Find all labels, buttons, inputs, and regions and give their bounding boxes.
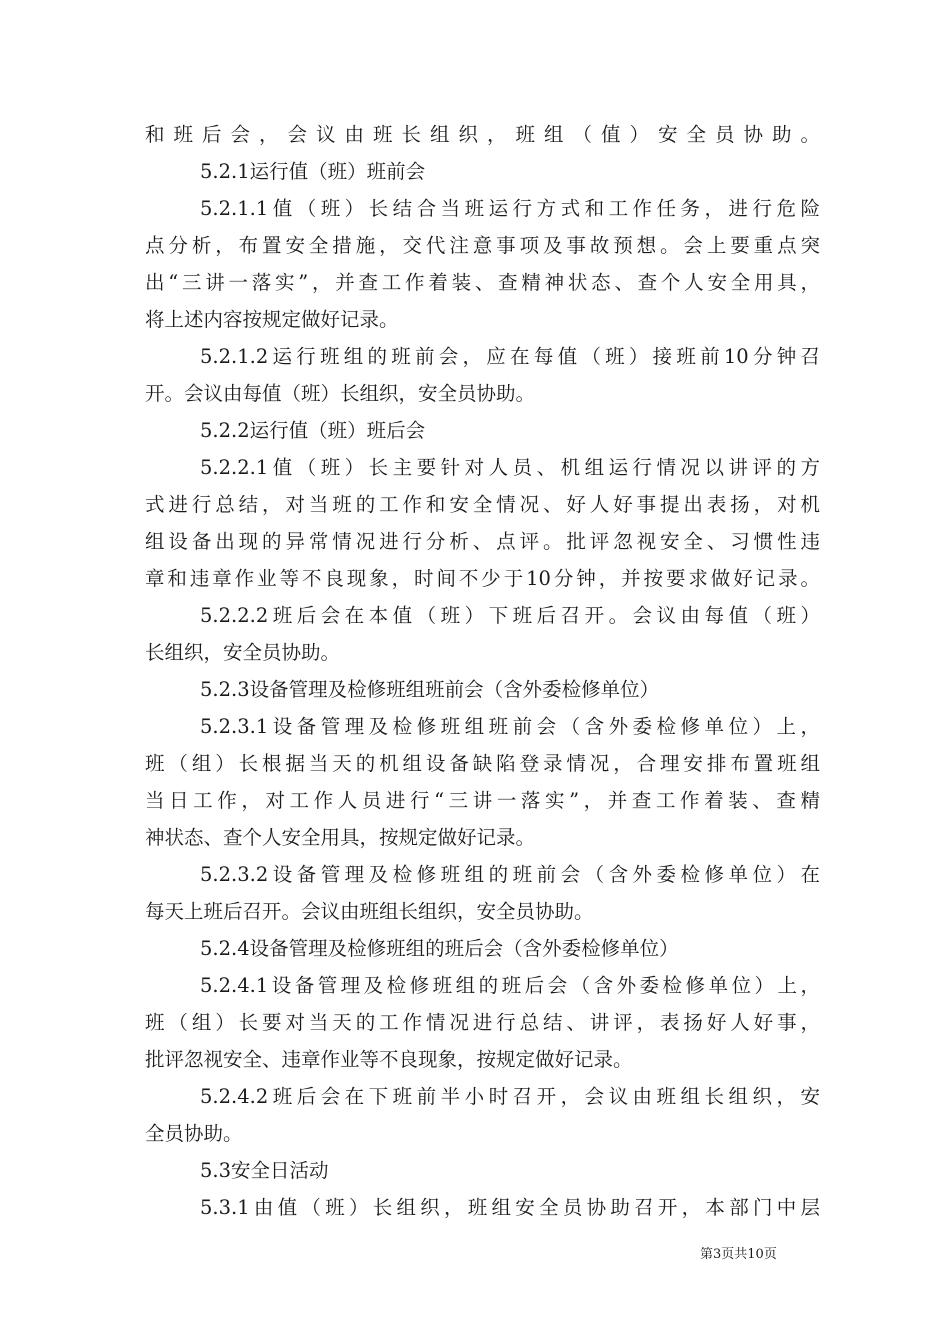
section-heading: 5.2.4设备管理及检修班组的班后会（含外委检修单位） — [200, 937, 679, 960]
text-line: 5.2.1.1值（班）长结合当班运行方式和工作任务，进行危险 — [200, 197, 820, 220]
text-line: 批评忽视安全、违章作业等不良现象，按规定做好记录。 — [145, 1048, 633, 1071]
text-line: 5.2.4.2班后会在下班前半小时召开，会议由班组长组织，安 — [200, 1085, 820, 1108]
text-line: 点分析，布置安全措施，交代注意事项及事故预想。会上要重点突 — [145, 234, 820, 257]
section-heading: 5.2.3设备管理及检修班组班前会（含外委检修单位） — [200, 678, 660, 701]
section-heading: 5.3安全日活动 — [200, 1159, 329, 1182]
text-line: 神状态、查个人安全用具，按规定做好记录。 — [145, 826, 536, 849]
text-line: 班（组）长根据当天的机组设备缺陷登录情况，合理安排布置班组 — [145, 752, 820, 775]
section-heading: 5.2.2运行值（班）班后会 — [200, 419, 426, 442]
text-line: 出“三讲一落实”，并查工作着装、查精神状态、查个人安全用具， — [145, 271, 820, 294]
text-line: 开。会议由每值（班）长组织，安全员协助。 — [145, 382, 536, 405]
text-line: 组设备出现的异常情况进行分析、点评。批评忽视安全、习惯性违 — [145, 530, 820, 553]
text-line: 当日工作，对工作人员进行“三讲一落实”，并查工作着装、查精 — [145, 789, 820, 812]
text-line: 将上述内容按规定做好记录。 — [145, 308, 399, 331]
text-line: 长组织，安全员协助。 — [145, 641, 341, 664]
text-line: 班（组）长要对当天的工作情况进行总结、讲评，表扬好人好事， — [145, 1011, 820, 1034]
text-line: 5.2.3.1设备管理及检修班组班前会（含外委检修单位）上， — [200, 715, 820, 738]
text-line: 式进行总结，对当班的工作和安全情况、好人好事提出表扬，对机 — [145, 493, 820, 516]
text-line: 5.2.4.1设备管理及检修班组的班后会（含外委检修单位）上， — [200, 974, 820, 997]
page-number: 第3页共10页 — [700, 1247, 777, 1262]
text-line: 5.2.1.2运行班组的班前会，应在每值（班）接班前10分钟召 — [200, 345, 820, 368]
text-line: 5.2.2.2班后会在本值（班）下班后召开。会议由每值（班） — [200, 604, 820, 627]
text-line: 和班后会，会议由班长组织，班组（值）安全员协助。 — [145, 123, 820, 146]
section-heading: 5.2.1运行值（班）班前会 — [200, 160, 426, 183]
text-line: 每天上班后召开。会议由班组长组织，安全员协助。 — [145, 900, 594, 923]
document-body — [145, 116, 820, 1226]
text-line: 5.3.1由值（班）长组织，班组安全员协助召开，本部门中层 — [200, 1196, 820, 1219]
text-line: 章和违章作业等不良现象，时间不少于10分钟，并按要求做好记录。 — [145, 567, 820, 590]
text-line: 全员协助。 — [145, 1122, 243, 1145]
text-line: 5.2.3.2设备管理及检修班组的班前会（含外委检修单位）在 — [200, 863, 820, 886]
text-line: 5.2.2.1值（班）长主要针对人员、机组运行情况以讲评的方 — [200, 456, 820, 479]
